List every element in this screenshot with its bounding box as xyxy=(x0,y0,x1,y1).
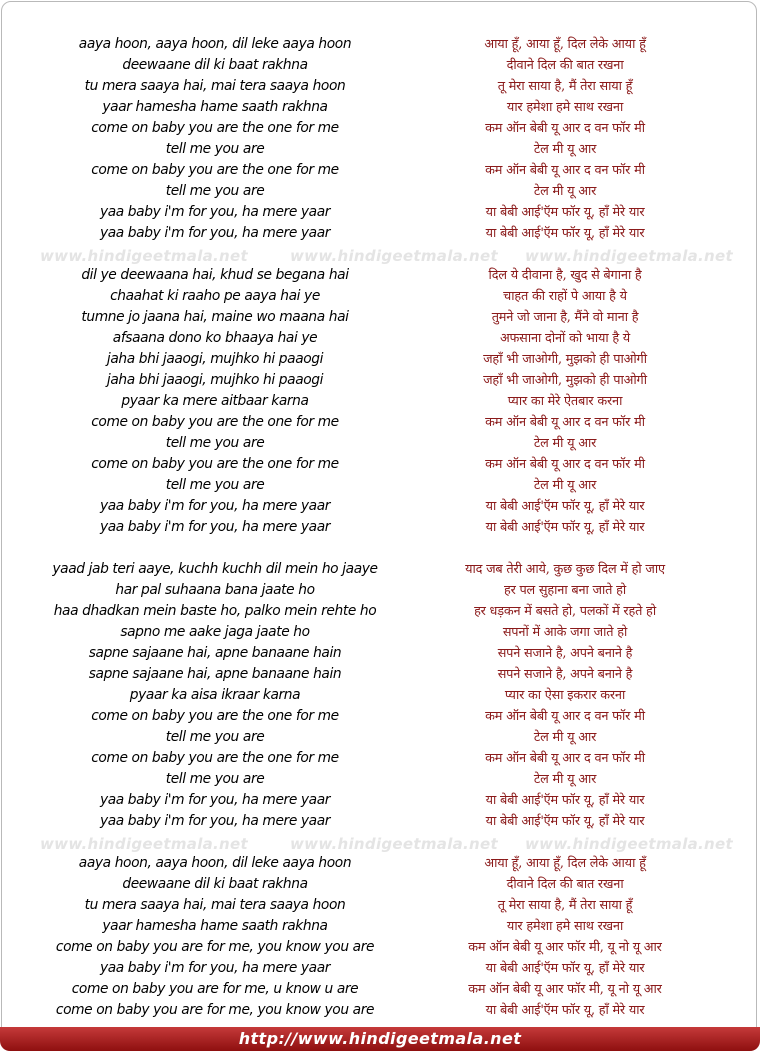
footer-url-link[interactable]: http://www.hindigeetmala.net xyxy=(238,1029,522,1048)
hindi-lyric-line: या बेबी आई'ऍम फॉर यू, हाँ मेरे यार xyxy=(485,961,645,976)
hindi-lyric-line: कम ऑन बेबी यू आर फॉर मी, यू नो यू आर xyxy=(468,940,662,955)
english-lyric-line: yaa baby i'm for you, ha mere yaar xyxy=(99,813,331,829)
hindi-lyric-line: जहाँ भी जाओगी, मुझको ही पाओगी xyxy=(483,373,647,388)
hindi-lyric-line: टेल मी यू आर xyxy=(533,142,597,157)
hindi-lyric-line: सपने सजाने है, अपने बनाने है xyxy=(497,646,633,661)
english-lyric-line: chaahat ki raaho pe aaya hai ye xyxy=(110,288,320,304)
english-lyric-line: yaa baby i'm for you, ha mere yaar xyxy=(99,960,331,976)
hindi-lyric-line: टेल मी यू आर xyxy=(533,184,597,199)
english-lyric-line: tell me you are xyxy=(165,435,265,451)
hindi-lyric-line: या बेबी आई'ऍम फॉर यू, हाँ मेरे यार xyxy=(485,793,645,808)
english-lyric-line xyxy=(0,244,430,265)
english-lyric-line: tell me you are xyxy=(165,729,265,745)
hindi-lyric-line: आया हूँ, आया हूँ, दिल लेके आया हूँ xyxy=(484,37,646,52)
english-lyric-line: tu mera saaya hai, mai tera saaya hoon xyxy=(84,897,346,913)
hindi-lyric-line: कम ऑन बेबी यू आर द वन फॉर मी xyxy=(485,751,645,766)
english-lyric-line: pyaar ka mere aitbaar karna xyxy=(121,393,309,409)
english-lyric-line: yaar hamesha hame saath rakhna xyxy=(102,99,328,115)
english-lyric-line: come on baby you are the one for me xyxy=(91,414,339,430)
watermark-2c: www.hindigeetmala.net xyxy=(525,835,733,853)
hindi-lyric-line: सपने सजाने है, अपने बनाने है xyxy=(497,667,633,682)
hindi-lyric-line: जहाँ भी जाओगी, मुझको ही पाओगी xyxy=(483,352,647,367)
english-lyric-line: aaya hoon, aaya hoon, dil leke aaya hoon xyxy=(78,855,352,871)
english-lyric-line: yaa baby i'm for you, ha mere yaar xyxy=(99,519,331,535)
english-lyric-line: sapne sajaane hai, apne banaane hain xyxy=(88,645,342,661)
english-lyric-line xyxy=(0,832,430,853)
watermark-2b: www.hindigeetmala.net xyxy=(290,835,498,853)
hindi-lyric-line: टेल मी यू आर xyxy=(533,436,597,451)
hindi-lyric-line xyxy=(380,244,750,265)
english-lyric-line: tumne jo jaana hai, maine wo maana hai xyxy=(81,309,349,325)
hindi-lyric-line: या बेबी आई'ऍम फॉर यू, हाँ मेरे यार xyxy=(485,814,645,829)
watermark-2a: www.hindigeetmala.net xyxy=(40,835,248,853)
hindi-lyric-line: यार हमेशा हमे साथ रखना xyxy=(506,919,624,934)
english-lyric-line: dil ye deewaana hai, khud se begana hai xyxy=(81,267,349,283)
hindi-lyric-line: या बेबी आई'ऍम फॉर यू, हाँ मेरे यार xyxy=(485,520,645,535)
hindi-lyric-line: या बेबी आई'ऍम फॉर यू, हाँ मेरे यार xyxy=(485,499,645,514)
hindi-lyric-line: हर पल सुहाना बना जाते हो xyxy=(503,583,627,598)
hindi-lyric-line: टेल मी यू आर xyxy=(533,772,597,787)
english-lyric-line: come on baby you are the one for me xyxy=(91,162,339,178)
english-lyric-line: tell me you are xyxy=(165,183,265,199)
hindi-lyric-line: हर धड़कन में बसते हो, पलकों में रहते हो xyxy=(474,604,656,619)
hindi-lyric-line: तू मेरा साया है, मैं तेरा साया हूँ xyxy=(497,898,633,913)
english-lyric-line: come on baby you are the one for me xyxy=(91,120,339,136)
english-lyric-line: yaa baby i'm for you, ha mere yaar xyxy=(99,225,331,241)
english-lyric-line: yaa baby i'm for you, ha mere yaar xyxy=(99,204,331,220)
hindi-lyric-line: तू मेरा साया है, मैं तेरा साया हूँ xyxy=(497,79,633,94)
english-lyric-line: come on baby you are for me, u know u are xyxy=(71,981,359,997)
english-lyric-line: yaad jab teri aaye, kuchh kuchh dil mein ho jaaye xyxy=(52,561,378,577)
hindi-lyric-line: दिल ये दीवाना है, खुद से बेगाना है xyxy=(488,268,642,283)
english-lyric-line: sapne sajaane hai, apne banaane hain xyxy=(88,666,342,682)
hindi-lyric-line: या बेबी आई'ऍम फॉर यू, हाँ मेरे यार xyxy=(485,226,645,241)
english-lyric-line: tell me you are xyxy=(165,477,265,493)
english-lyric-line: come on baby you are the one for me xyxy=(91,750,339,766)
hindi-lyric-line: दीवाने दिल की बात रखना xyxy=(506,58,624,73)
english-lyric-line: pyaar ka aisa ikraar karna xyxy=(129,687,301,703)
hindi-lyric-line: कम ऑन बेबी यू आर द वन फॉर मी xyxy=(485,709,645,724)
hindi-lyric-line: या बेबी आई'ऍम फॉर यू, हाँ मेरे यार xyxy=(485,1003,645,1018)
watermark-1a: www.hindigeetmala.net xyxy=(40,247,248,265)
english-lyric-line: tu mera saaya hai, mai tera saaya hoon xyxy=(84,78,346,94)
english-lyric-line xyxy=(0,538,430,559)
english-lyric-line: jaha bhi jaaogi, mujhko hi paaogi xyxy=(106,351,324,367)
hindi-lyric-line: सपनों में आके जगा जाते हो xyxy=(502,625,628,640)
english-lyric-line: come on baby you are the one for me xyxy=(91,708,339,724)
hindi-lyric-line: कम ऑन बेबी यू आर द वन फॉर मी xyxy=(485,457,645,472)
hindi-lyric-line: या बेबी आई'ऍम फॉर यू, हाँ मेरे यार xyxy=(485,205,645,220)
english-lyric-line: aaya hoon, aaya hoon, dil leke aaya hoon xyxy=(78,36,352,52)
english-lyric-line: tell me you are xyxy=(165,771,265,787)
hindi-lyric-line: टेल मी यू आर xyxy=(533,478,597,493)
english-lyric-line: come on baby you are for me, you know you are xyxy=(55,1002,375,1018)
english-lyric-line: deewaane dil ki baat rakhna xyxy=(122,876,308,892)
hindi-lyric-line: यार हमेशा हमे साथ रखना xyxy=(506,100,624,115)
hindi-lyric-line xyxy=(380,538,750,559)
english-lyric-line: jaha bhi jaaogi, mujhko hi paaogi xyxy=(106,372,324,388)
hindi-lyric-line: प्यार का ऐसा इकरार करना xyxy=(504,688,626,703)
hindi-lyric-line: प्यार का मेरे ऐतबार करना xyxy=(507,394,623,409)
english-lyric-line: haa dhadkan mein baste ho, palko mein rehte ho xyxy=(53,603,377,619)
watermark-1c: www.hindigeetmala.net xyxy=(525,247,733,265)
english-lyric-line: har pal suhaana bana jaate ho xyxy=(115,582,315,598)
english-lyric-line: yaa baby i'm for you, ha mere yaar xyxy=(99,792,331,808)
hindi-lyric-line xyxy=(380,832,750,853)
hindi-lyric-line: अफसाना दोनों को भाया है ये xyxy=(499,331,631,346)
hindi-lyric-line: कम ऑन बेबी यू आर फॉर मी, यू नो यू आर xyxy=(468,982,662,997)
hindi-lyric-line: चाहत की राहों पे आया है ये xyxy=(503,289,627,304)
hindi-lyric-line: कम ऑन बेबी यू आर द वन फॉर मी xyxy=(485,121,645,136)
hindi-lyric-line: याद जब तेरी आये, कुछ कुछ दिल में हो जाए xyxy=(465,562,665,577)
english-lyric-line: tell me you are xyxy=(165,141,265,157)
hindi-lyric-line: कम ऑन बेबी यू आर द वन फॉर मी xyxy=(485,415,645,430)
hindi-lyrics-column xyxy=(380,34,750,1021)
hindi-lyric-line: दीवाने दिल की बात रखना xyxy=(506,877,624,892)
english-lyrics-column xyxy=(0,34,430,1021)
watermark-1b: www.hindigeetmala.net xyxy=(290,247,498,265)
english-lyric-line: yaar hamesha hame saath rakhna xyxy=(102,918,328,934)
english-lyric-line: deewaane dil ki baat rakhna xyxy=(122,57,308,73)
english-lyric-line: afsaana dono ko bhaaya hai ye xyxy=(112,330,318,346)
hindi-lyric-line: तुमने जो जाना है, मैंने वो माना है xyxy=(491,310,639,325)
english-lyric-line: come on baby you are the one for me xyxy=(91,456,339,472)
hindi-lyric-line: कम ऑन बेबी यू आर द वन फॉर मी xyxy=(485,163,645,178)
english-lyric-line: come on baby you are for me, you know you are xyxy=(55,939,375,955)
english-lyric-line: sapno me aake jaga jaate ho xyxy=(120,624,310,640)
hindi-lyric-line: टेल मी यू आर xyxy=(533,730,597,745)
hindi-lyric-line: आया हूँ, आया हूँ, दिल लेके आया हूँ xyxy=(484,856,646,871)
english-lyric-line: yaa baby i'm for you, ha mere yaar xyxy=(99,498,331,514)
